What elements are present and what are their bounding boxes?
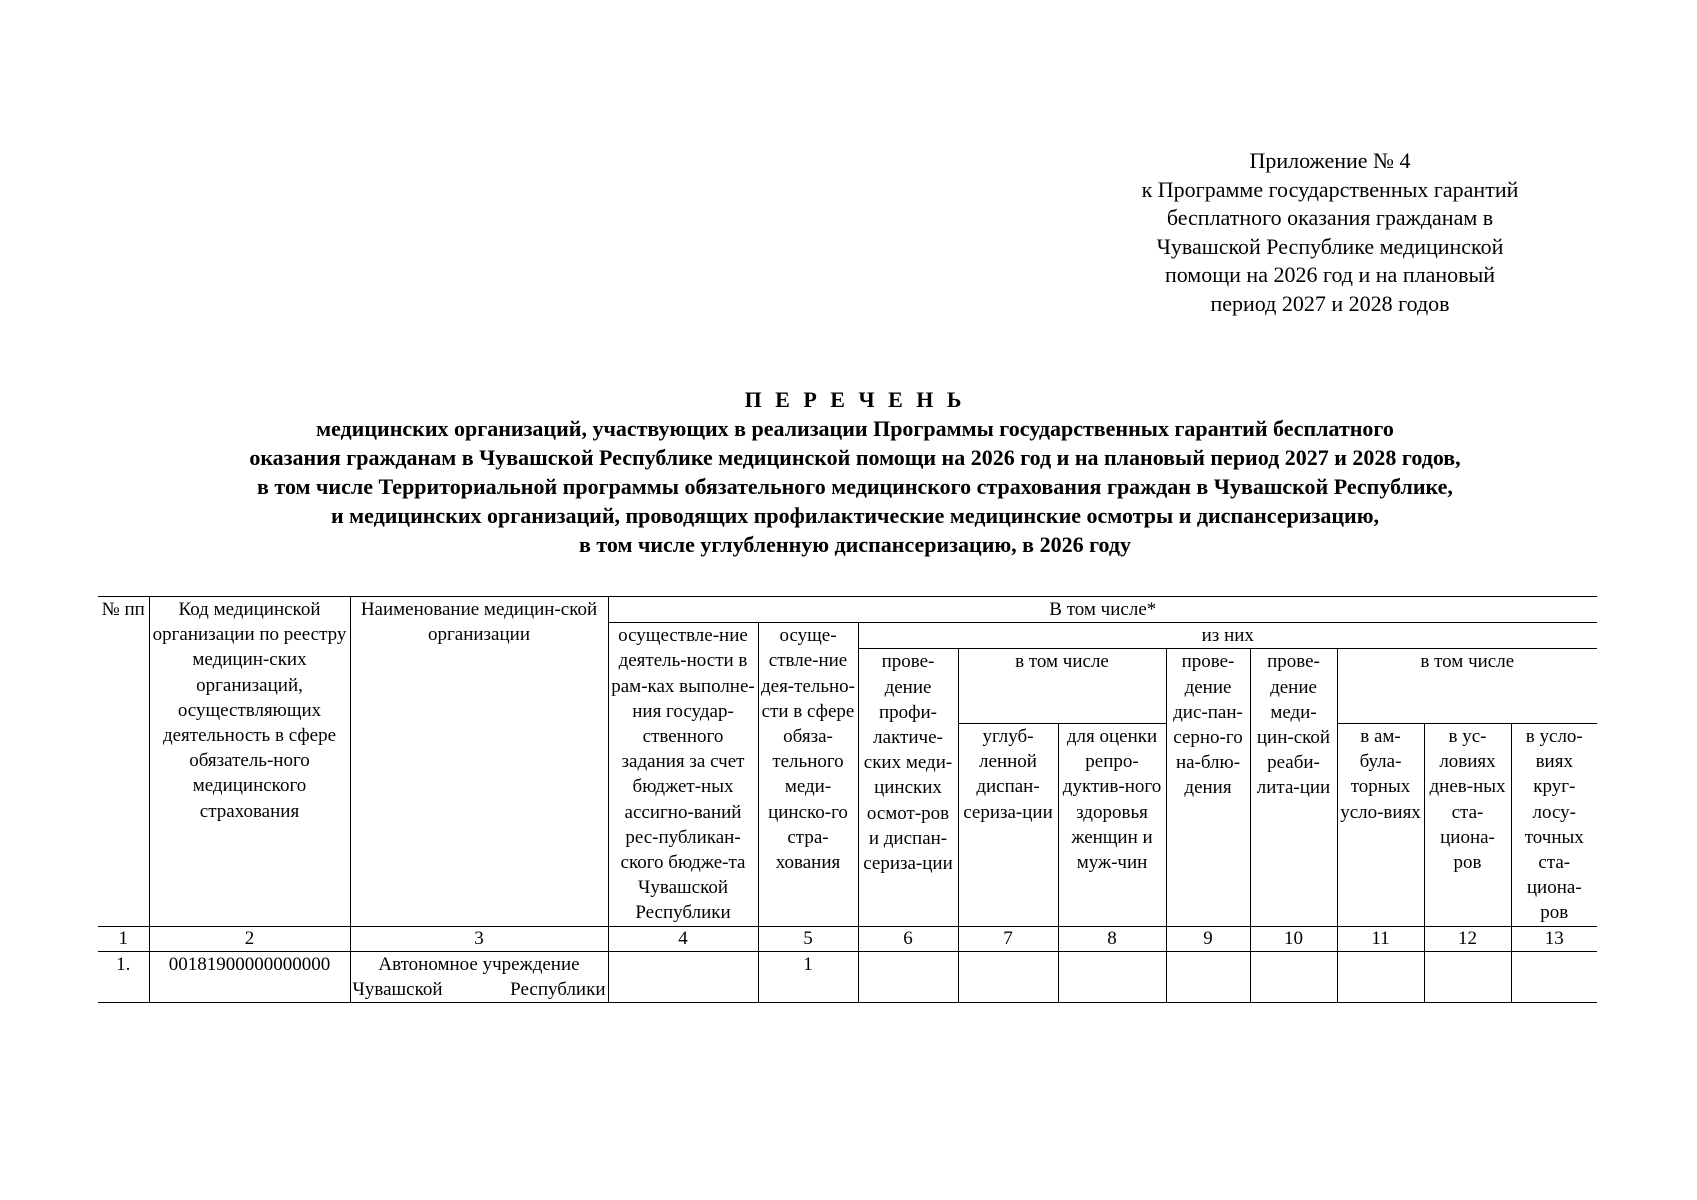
row-cell: [1424, 951, 1511, 1002]
header-dispensary-observation: прове-дение дис-пан-серно-го на-блю-дения: [1166, 649, 1250, 926]
header-in-depth-dispensary: углуб-ленной диспан-сериза-ции: [958, 724, 1058, 927]
column-number: 5: [758, 926, 858, 951]
row-cell: [958, 951, 1058, 1002]
appendix-line: Приложение № 4: [1249, 148, 1411, 173]
table-row: [98, 951, 1597, 1002]
header-including: В том числе*: [608, 597, 1597, 623]
document-subtitle-line: и медицинских организаций, проводящих профилактические медицинские осмотры и диспансеризацию,: [330, 503, 1380, 528]
column-number: 12: [1424, 926, 1511, 951]
document-heading: [60, 385, 1650, 559]
row-org-code: 00181900000000000: [149, 951, 350, 1002]
column-number: 2: [149, 926, 350, 951]
column-number: 13: [1511, 926, 1597, 951]
appendix-line: период 2027 и 2028 годов: [1210, 290, 1450, 316]
appendix-line: Чувашской Республике медицинской: [1156, 233, 1504, 259]
column-number: 4: [608, 926, 758, 951]
column-number: 9: [1166, 926, 1250, 951]
organizations-table: [98, 596, 1597, 1003]
header-day-hospital: в ус-ловиях днев-ных ста-циона-ров: [1424, 724, 1511, 927]
row-cell: [1166, 951, 1250, 1002]
row-cell: [858, 951, 958, 1002]
appendix-line: бесплатного оказания гражданам в: [1166, 205, 1494, 230]
column-number: 3: [350, 926, 608, 951]
column-number: 6: [858, 926, 958, 951]
row-cell: [1337, 951, 1424, 1002]
header-org-code: Код медицинской организации по реестру медицин-ских организаций, осуществляющих деятельность в сфере обязатель-ного медицинского страхования: [149, 597, 350, 927]
document-subtitle-line: оказания гражданам в Чувашской Республике медицинской помощи на 2026 год и на плановый период 2027 и 2028 годов,: [249, 445, 1461, 470]
appendix-line: помощи на 2026 год и на плановый: [1164, 262, 1496, 287]
header-including-sub-2: в том числе: [1337, 649, 1597, 724]
row-cell: [1250, 951, 1337, 1002]
header-prophylactic-exams: прове-дение профи-лактиче-ских меди-цинских осмот-ров и диспан-сериза-ции: [858, 649, 958, 926]
document-subtitle-line: медицинских организаций, участвующих в реализации Программы государственных гарантий бесплатного: [316, 416, 1394, 441]
row-cell: [608, 951, 758, 1002]
document-title: П Е Р Е Ч Е Н Ь: [744, 387, 966, 412]
header-oms-activity: осуще-ствле-ние дея-тельно-сти в сфере обяза-тельного меди-цинско-го стра-хования: [758, 623, 858, 926]
header-outpatient: в ам-була-торных усло-виях: [1337, 724, 1424, 927]
header-number: № пп: [98, 597, 149, 927]
document-subtitle-line: в том числе Территориальной программы обязательного медицинского страхования граждан в Чувашской Республике,: [257, 474, 1453, 499]
row-cell: 1: [758, 951, 858, 1002]
header-state-assignment: осуществле-ние деятель-ности в рам-ках выполне-ния государ-ственного задания за счет бюджет-ных ассигно-ваний рес-публикан-ского бюдже-та Чувашской Республики: [608, 623, 758, 926]
header-round-clock-hospital: в усло-виях круг-лосу-точных ста-циона-ров: [1511, 724, 1597, 927]
row-number: 1.: [98, 951, 149, 1002]
row-cell: [1058, 951, 1166, 1002]
column-number: 10: [1250, 926, 1337, 951]
row-org-name: Автономное учреждение Чувашской Республики: [350, 951, 608, 1002]
appendix-line: к Программе государственных гарантий: [1141, 176, 1519, 202]
header-org-name: Наименование медицин-ской организации: [350, 597, 608, 927]
document-subtitle-line: в том числе углубленную диспансеризацию, в 2026 году: [578, 532, 1132, 557]
header-including-sub-1: в том числе: [958, 649, 1166, 724]
header-of-them: из них: [858, 623, 1597, 649]
column-number: 11: [1337, 926, 1424, 951]
column-number: 7: [958, 926, 1058, 951]
column-number: 8: [1058, 926, 1166, 951]
appendix-note: [1120, 147, 1540, 318]
header-rehabilitation: прове-дение меди-цин-ской реаби-лита-ции: [1250, 649, 1337, 926]
header-reproductive-health: для оценки репро-дуктив-ного здоровья женщин и муж-чин: [1058, 724, 1166, 927]
row-cell: [1511, 951, 1597, 1002]
column-number: 1: [98, 926, 149, 951]
